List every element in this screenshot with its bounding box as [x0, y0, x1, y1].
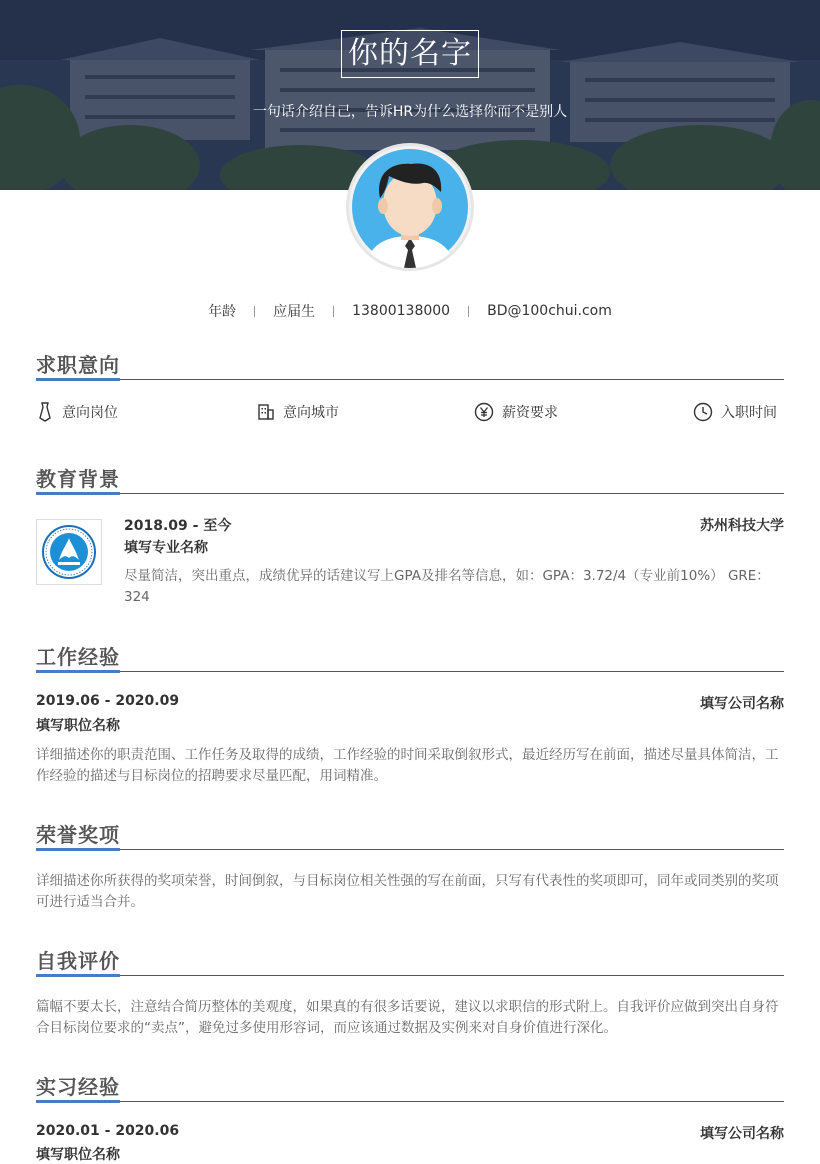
section-title-honors: 荣誉奖项: [36, 821, 784, 850]
self-evaluation-description: 篇幅不要太长，注意结合简历整体的美观度，如果真的有很多话要说，建议以求职信的形式附上。自我评价应做到突出自身符合目标岗位要求的“卖点”，避免过多使用形容词，而应该通过数据及实例来对自身价值进行深化。: [36, 999, 779, 1036]
education-description: 尽量简洁，突出重点，成绩优异的话建议写上GPA及排名等信息，如：GPA：3.72/4（专业前10%） GRE：324: [124, 568, 770, 605]
tie-icon: [36, 402, 54, 422]
avatar-illustration: [349, 146, 471, 268]
building-icon: [257, 403, 275, 421]
avatar: [346, 143, 474, 271]
honors-description: 详细描述你所获得的奖项荣誉，时间倒叙，与目标岗位相关性强的写在前面，只写有代表性的奖项即可，同年或同类别的奖项可进行适当合并。: [36, 873, 779, 910]
section-title-work: 工作经验: [36, 643, 784, 672]
intent-city: [257, 402, 339, 422]
divider: [254, 306, 255, 317]
section-title-self-evaluation: 自我评价: [36, 947, 784, 976]
yen-icon: [474, 402, 494, 422]
divider: [468, 306, 469, 317]
intern-company: 填写公司名称: [700, 1126, 784, 1142]
intent-city-label: 意向城市: [283, 405, 339, 421]
work-date: 2019.06 - 2020.09: [36, 693, 180, 709]
job-intent-row: [36, 402, 784, 428]
section-title-intent: 求职意向: [36, 351, 784, 380]
intent-position-label: 意向岗位: [62, 405, 118, 421]
phone-number[interactable]: 13800138000: [352, 303, 451, 319]
education-date: 2018.09 - 至今: [124, 518, 232, 534]
work-position: 填写职位名称: [36, 718, 120, 734]
age-label: 年龄: [208, 304, 237, 320]
section-title-education: 教育背景: [36, 465, 784, 494]
email-address[interactable]: BD@100chui.com: [487, 303, 612, 319]
intent-salary: [474, 402, 558, 422]
intent-start-date: [693, 402, 777, 422]
major-name: 填写专业名称: [124, 540, 208, 556]
intent-start-date-label: 入职时间: [721, 405, 777, 421]
intern-date: 2020.01 - 2020.06: [36, 1123, 180, 1139]
candidate-name: 你的名字: [341, 30, 479, 78]
work-description: 详细描述你的职责范围、工作任务及取得的成绩，工作经验的时间采取倒叙形式，最近经历写在前面，描述尽量具体简洁，工作经验的描述与目标岗位的招聘要求尽量匹配，用词精准。: [36, 747, 779, 784]
tagline: 一句话介绍自己，告诉HR为什么选择你而不是别人: [252, 104, 568, 120]
contact-info: [0, 300, 820, 322]
section-title-internship: 实习经验: [36, 1073, 784, 1102]
intent-salary-label: 薪资要求: [502, 405, 558, 421]
school-name: 苏州科技大学: [700, 518, 784, 534]
divider: [333, 306, 334, 317]
status-label: 应届生: [273, 304, 316, 320]
university-logo-icon: [37, 520, 101, 584]
work-company: 填写公司名称: [700, 696, 784, 712]
clock-icon: [693, 402, 713, 422]
intern-position: 填写职位名称: [36, 1147, 120, 1163]
intent-position: [36, 402, 118, 422]
university-logo: [36, 519, 102, 585]
